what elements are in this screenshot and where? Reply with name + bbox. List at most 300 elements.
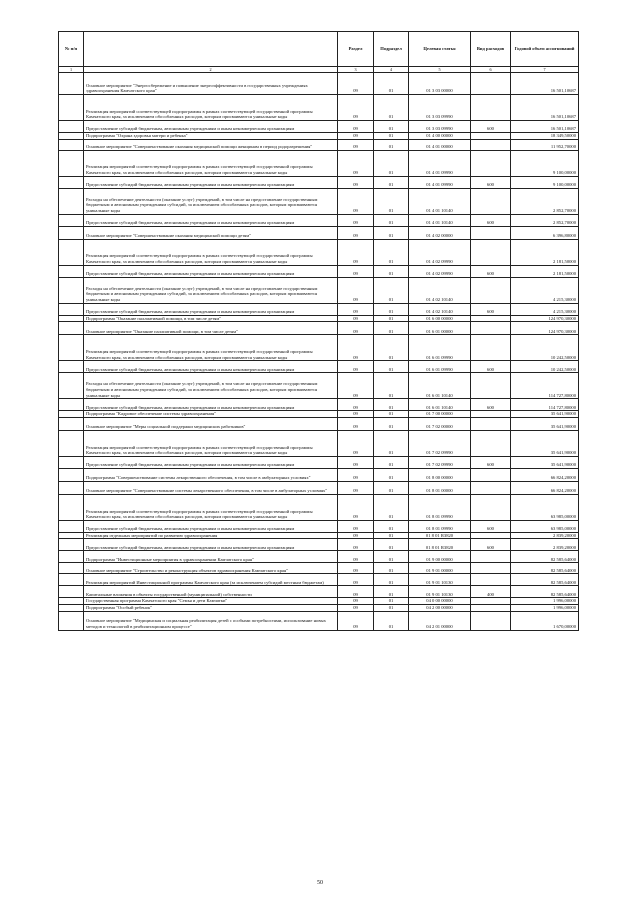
row-razdel-cell: 09 — [338, 481, 374, 494]
row-podrazdel-cell: 01 — [374, 95, 409, 121]
column-number: 3 — [338, 67, 374, 73]
row-target-article-cell: 01 8 00 00000 — [409, 468, 471, 481]
row-razdel-cell: 09 — [338, 188, 374, 214]
row-amount-cell: 35 641,90000 — [511, 430, 579, 456]
row-target-article-cell: 01 4 01 10140 — [409, 188, 471, 214]
row-podrazdel-cell: 01 — [374, 494, 409, 520]
row-name-cell: Основное мероприятие "Совершенствование системы лекарственного обеспечения, в том числе в амбулаторных условиях" — [84, 481, 338, 494]
row-amount-cell: 4 215,30000 — [511, 277, 579, 303]
row-razdel-cell: 09 — [338, 551, 374, 563]
row-target-article-cell: 01 6 01 10140 — [409, 399, 471, 411]
row-target-article-cell: 01 8 01 00000 — [409, 481, 471, 494]
row-podrazdel-cell: 01 — [374, 586, 409, 598]
row-razdel-cell: 09 — [338, 239, 374, 265]
row-number-cell — [59, 95, 84, 121]
row-number-cell — [59, 150, 84, 176]
header-number: № п/п — [59, 32, 84, 67]
row-expense-type-cell — [471, 322, 511, 335]
row-name-cell: Капитальные вложения в объекты государственной (муниципальной) собственности — [84, 586, 338, 598]
row-razdel-cell: 09 — [338, 335, 374, 361]
row-razdel-cell: 09 — [338, 539, 374, 551]
row-target-article-cell: 01 9 01 00000 — [409, 563, 471, 574]
row-number-cell — [59, 598, 84, 605]
row-number-cell — [59, 539, 84, 551]
row-expense-type-cell — [471, 574, 511, 586]
row-target-article-cell: 01 9 01 10130 — [409, 586, 471, 598]
row-razdel-cell: 09 — [338, 176, 374, 188]
row-razdel-cell: 09 — [338, 315, 374, 322]
row-expense-type-cell — [471, 373, 511, 399]
row-expense-type-cell — [471, 315, 511, 322]
row-amount-cell: 1 996,00000 — [511, 604, 579, 611]
row-name-cell: Предоставление субсидий бюджетным, автономным учреждениям и иным некоммерческим организациям — [84, 520, 338, 532]
row-number-cell — [59, 411, 84, 418]
row-razdel-cell: 09 — [338, 277, 374, 303]
row-podrazdel-cell: 01 — [374, 139, 409, 150]
row-number-cell — [59, 121, 84, 133]
row-number-cell — [59, 417, 84, 430]
row-amount-cell: 2 839,20000 — [511, 539, 579, 551]
row-target-article-cell: 01 6 01 10140 — [409, 373, 471, 399]
row-razdel-cell: 09 — [338, 574, 374, 586]
row-name-cell: Предоставление субсидий бюджетным, автономным учреждениям и иным некоммерческим организациям — [84, 361, 338, 373]
row-razdel-cell: 09 — [338, 604, 374, 611]
row-name-cell: Реализация мероприятий соответствующей подпрограммы в рамках соответствующей государственной программы Камчатского края, за исключением обособленных расходов, которым присваиваются уникальные коды — [84, 430, 338, 456]
row-podrazdel-cell: 01 — [374, 532, 409, 539]
row-target-article-cell: 01 4 02 10140 — [409, 277, 471, 303]
row-target-article-cell: 01 8 01 R3820 — [409, 539, 471, 551]
row-number-cell — [59, 133, 84, 140]
table-row — [59, 563, 579, 574]
header-target-article: Целевая статья — [409, 32, 471, 67]
row-podrazdel-cell: 01 — [374, 456, 409, 468]
row-number-cell — [59, 481, 84, 494]
column-number: 4 — [374, 67, 409, 73]
row-expense-type-cell — [471, 335, 511, 361]
row-name-cell: Государственная программа Камчатского края "Семья и дети Камчатки" — [84, 598, 338, 605]
table-body — [59, 73, 579, 631]
budget-table-sheet — [58, 31, 578, 631]
row-expense-type-cell — [471, 551, 511, 563]
table-row — [59, 133, 579, 140]
row-podrazdel-cell: 01 — [374, 520, 409, 532]
row-name-cell: Основное мероприятие "Медицинская и социальная реабилитация детей с особыми потребностями, использование новых методов и технологий в реабилитационном процессе" — [84, 611, 338, 630]
row-amount-cell: 10 242,50000 — [511, 335, 579, 361]
row-target-article-cell: 01 4 02 09990 — [409, 239, 471, 265]
row-razdel-cell: 09 — [338, 214, 374, 226]
table-row — [59, 417, 579, 430]
row-razdel-cell: 09 — [338, 139, 374, 150]
row-target-article-cell: 01 3 03 09990 — [409, 121, 471, 133]
row-target-article-cell: 01 7 00 00000 — [409, 411, 471, 418]
row-expense-type-cell — [471, 188, 511, 214]
row-amount-cell: 35 641,90000 — [511, 417, 579, 430]
row-number-cell — [59, 574, 84, 586]
table-row — [59, 604, 579, 611]
row-number-cell — [59, 468, 84, 481]
row-expense-type-cell: 600 — [471, 456, 511, 468]
row-number-cell — [59, 265, 84, 277]
budget-table — [58, 31, 579, 631]
table-row — [59, 95, 579, 121]
table-row — [59, 373, 579, 399]
row-razdel-cell: 09 — [338, 150, 374, 176]
column-number: 1 — [59, 67, 84, 73]
row-expense-type-cell: 600 — [471, 399, 511, 411]
row-amount-cell: 82 585,64000 — [511, 551, 579, 563]
table-row — [59, 539, 579, 551]
table-row — [59, 598, 579, 605]
row-razdel-cell: 09 — [338, 520, 374, 532]
table-row — [59, 315, 579, 322]
page-number: 50 — [317, 880, 323, 886]
table-row — [59, 481, 579, 494]
row-razdel-cell: 09 — [338, 417, 374, 430]
row-razdel-cell: 09 — [338, 95, 374, 121]
row-podrazdel-cell: 01 — [374, 430, 409, 456]
row-target-article-cell: 04 2 00 00000 — [409, 604, 471, 611]
column-number: 2 — [84, 67, 338, 73]
row-target-article-cell: 01 8 01 R3820 — [409, 532, 471, 539]
row-target-article-cell: 01 3 03 09990 — [409, 95, 471, 121]
row-number-cell — [59, 277, 84, 303]
row-target-article-cell: 01 4 00 00000 — [409, 133, 471, 140]
row-podrazdel-cell: 01 — [374, 551, 409, 563]
row-razdel-cell: 09 — [338, 303, 374, 315]
row-razdel-cell: 09 — [338, 563, 374, 574]
row-amount-cell: 2 839,20000 — [511, 532, 579, 539]
table-row — [59, 399, 579, 411]
row-name-cell: Основное мероприятие "Оказание паллиативной помощи, в том числе детям" — [84, 322, 338, 335]
row-amount-cell: 63 985,00000 — [511, 520, 579, 532]
row-expense-type-cell: 400 — [471, 586, 511, 598]
column-number: 5 — [409, 67, 471, 73]
row-expense-type-cell: 600 — [471, 121, 511, 133]
row-expense-type-cell — [471, 95, 511, 121]
table-row — [59, 121, 579, 133]
row-name-cell: Расходы на обеспечение деятельности (оказание услуг) учреждений, в том числе на предоставление государственным бюджетным и автономным учреждениям субсидий, за исключением обособленных расходов, которым присваиваются уникальные коды — [84, 277, 338, 303]
table-row — [59, 430, 579, 456]
row-amount-cell: 82 585,64000 — [511, 586, 579, 598]
row-expense-type-cell — [471, 239, 511, 265]
row-number-cell — [59, 335, 84, 361]
row-number-cell — [59, 139, 84, 150]
row-name-cell: Предоставление субсидий бюджетным, автономным учреждениям и иным некоммерческим организациям — [84, 121, 338, 133]
row-name-cell: Реализация мероприятий Инвестиционной программы Камчатского края (за исключением субсидий местным бюджетам) — [84, 574, 338, 586]
row-amount-cell: 11 952,70000 — [511, 139, 579, 150]
row-razdel-cell: 09 — [338, 456, 374, 468]
row-amount-cell: 114 727,80000 — [511, 399, 579, 411]
row-amount-cell: 35 641,90000 — [511, 456, 579, 468]
row-podrazdel-cell: 01 — [374, 214, 409, 226]
column-number: 7 — [511, 67, 579, 73]
row-expense-type-cell: 600 — [471, 361, 511, 373]
row-expense-type-cell — [471, 411, 511, 418]
row-target-article-cell: 01 8 01 09990 — [409, 494, 471, 520]
table-header-row — [59, 32, 579, 67]
table-row — [59, 176, 579, 188]
row-podrazdel-cell: 01 — [374, 563, 409, 574]
row-expense-type-cell — [471, 150, 511, 176]
table-row — [59, 468, 579, 481]
row-number-cell — [59, 532, 84, 539]
row-razdel-cell: 09 — [338, 226, 374, 239]
row-amount-cell: 1 996,00000 — [511, 598, 579, 605]
row-expense-type-cell — [471, 532, 511, 539]
row-target-article-cell: 04 0 00 00000 — [409, 598, 471, 605]
table-row — [59, 494, 579, 520]
row-podrazdel-cell: 01 — [374, 133, 409, 140]
row-podrazdel-cell: 01 — [374, 539, 409, 551]
row-podrazdel-cell: 01 — [374, 335, 409, 361]
table-row — [59, 226, 579, 239]
row-target-article-cell: 01 6 01 09990 — [409, 335, 471, 361]
row-target-article-cell: 01 4 02 10140 — [409, 303, 471, 315]
row-number-cell — [59, 303, 84, 315]
row-razdel-cell: 09 — [338, 133, 374, 140]
table-row — [59, 361, 579, 373]
row-number-cell — [59, 586, 84, 598]
header-podrazdel: Подраздел — [374, 32, 409, 67]
row-razdel-cell: 09 — [338, 411, 374, 418]
row-podrazdel-cell: 01 — [374, 604, 409, 611]
row-expense-type-cell — [471, 468, 511, 481]
row-expense-type-cell: 600 — [471, 176, 511, 188]
row-number-cell — [59, 239, 84, 265]
row-name-cell: Подпрограмма "Кадровое обеспечение системы здравоохранения" — [84, 411, 338, 418]
table-row — [59, 551, 579, 563]
row-expense-type-cell — [471, 417, 511, 430]
row-target-article-cell: 01 4 02 09990 — [409, 265, 471, 277]
row-number-cell — [59, 430, 84, 456]
row-razdel-cell: 09 — [338, 468, 374, 481]
table-row — [59, 611, 579, 630]
table-row — [59, 322, 579, 335]
row-target-article-cell: 01 3 03 00000 — [409, 73, 471, 95]
row-podrazdel-cell: 01 — [374, 598, 409, 605]
row-target-article-cell: 01 7 02 00000 — [409, 417, 471, 430]
row-podrazdel-cell: 01 — [374, 188, 409, 214]
row-expense-type-cell — [471, 598, 511, 605]
table-row — [59, 73, 579, 95]
table-row — [59, 335, 579, 361]
table-row — [59, 277, 579, 303]
row-expense-type-cell — [471, 133, 511, 140]
row-podrazdel-cell: 01 — [374, 176, 409, 188]
table-row — [59, 214, 579, 226]
row-number-cell — [59, 563, 84, 574]
row-name-cell: Подпрограмма "Особый ребенок" — [84, 604, 338, 611]
row-podrazdel-cell: 01 — [374, 411, 409, 418]
header-name — [84, 32, 338, 67]
row-podrazdel-cell: 01 — [374, 315, 409, 322]
row-amount-cell: 66 824,20000 — [511, 468, 579, 481]
row-name-cell: Основное мероприятие "Энергосбережение и повышение энергоэффективности в государственных учреждениях здравоохранения Камчатского края" — [84, 73, 338, 95]
row-podrazdel-cell: 01 — [374, 73, 409, 95]
row-target-article-cell: 01 7 02 09990 — [409, 456, 471, 468]
row-amount-cell: 9 100,00000 — [511, 176, 579, 188]
row-name-cell: Предоставление субсидий бюджетным, автономным учреждениям и иным некоммерческим организациям — [84, 176, 338, 188]
row-expense-type-cell — [471, 481, 511, 494]
row-target-article-cell: 01 4 01 00000 — [409, 139, 471, 150]
row-expense-type-cell: 600 — [471, 265, 511, 277]
row-amount-cell: 2 181,50000 — [511, 265, 579, 277]
table-row — [59, 411, 579, 418]
row-razdel-cell: 09 — [338, 73, 374, 95]
row-name-cell: Реализация мероприятий соответствующей подпрограммы в рамках соответствующей государственной программы Камчатского края, за исключением обособленных расходов, которым присваиваются уникальные коды — [84, 150, 338, 176]
table-row — [59, 532, 579, 539]
row-amount-cell: 63 985,00000 — [511, 494, 579, 520]
row-target-article-cell: 04 2 01 00000 — [409, 611, 471, 630]
table-row — [59, 586, 579, 598]
row-razdel-cell: 09 — [338, 532, 374, 539]
row-razdel-cell: 09 — [338, 598, 374, 605]
row-name-cell: Предоставление субсидий бюджетным, автономным учреждениям и иным некоммерческим организациям — [84, 399, 338, 411]
row-podrazdel-cell: 01 — [374, 239, 409, 265]
row-target-article-cell: 01 8 01 09990 — [409, 520, 471, 532]
row-podrazdel-cell: 01 — [374, 265, 409, 277]
row-number-cell — [59, 551, 84, 563]
row-amount-cell: 2 852,70000 — [511, 188, 579, 214]
row-podrazdel-cell: 01 — [374, 373, 409, 399]
row-number-cell — [59, 214, 84, 226]
row-razdel-cell: 09 — [338, 322, 374, 335]
row-amount-cell: 124 970,30000 — [511, 315, 579, 322]
row-number-cell — [59, 176, 84, 188]
row-name-cell: Реализация мероприятий соответствующей подпрограммы в рамках соответствующей государственной программы Камчатского края, за исключением обособленных расходов, которым присваиваются уникальные коды — [84, 239, 338, 265]
row-name-cell: Реализация мероприятий соответствующей подпрограммы в рамках соответствующей государственной программы Камчатского края, за исключением обособленных расходов, которым присваиваются уникальные коды — [84, 335, 338, 361]
row-name-cell: Предоставление субсидий бюджетным, автономным учреждениям и иным некоммерческим организациям — [84, 303, 338, 315]
row-number-cell — [59, 611, 84, 630]
row-name-cell: Реализация мероприятий соответствующей подпрограммы в рамках соответствующей государственной программы Камчатского края, за исключением обособленных расходов, которым присваиваются уникальные коды — [84, 95, 338, 121]
row-name-cell: Расходы на обеспечение деятельности (оказание услуг) учреждений, в том числе на предоставление государственным бюджетным и автономным учреждениям субсидий, за исключением обособленных расходов, которым присваиваются уникальные коды — [84, 373, 338, 399]
row-name-cell: Расходы на обеспечение деятельности (оказание услуг) учреждений, в том числе на предоставление государственным бюджетным и автономным учреждениям субсидий, за исключением обособленных расходов, которым присваиваются уникальные коды — [84, 188, 338, 214]
row-amount-cell: 124 970,30000 — [511, 322, 579, 335]
row-expense-type-cell — [471, 430, 511, 456]
row-expense-type-cell — [471, 226, 511, 239]
row-razdel-cell: 09 — [338, 265, 374, 277]
row-amount-cell: 4 215,30000 — [511, 303, 579, 315]
row-target-article-cell: 01 6 00 00000 — [409, 315, 471, 322]
row-podrazdel-cell: 01 — [374, 468, 409, 481]
row-name-cell: Подпрограмма "Совершенствование системы лекарственного обеспечения, в том числе в амбулаторных условиях" — [84, 468, 338, 481]
row-name-cell: Реализация отдельных мероприятий по развитию здравоохранения — [84, 532, 338, 539]
row-name-cell: Основное мероприятие "Меры социальной поддержки медицинских работников" — [84, 417, 338, 430]
row-target-article-cell: 01 9 00 00000 — [409, 551, 471, 563]
table-row — [59, 574, 579, 586]
row-expense-type-cell — [471, 563, 511, 574]
row-name-cell: Подпрограмма "Инвестиционные мероприятия в здравоохранении Камчатского края" — [84, 551, 338, 563]
table-row — [59, 303, 579, 315]
row-name-cell: Предоставление субсидий бюджетным, автономным учреждениям и иным некоммерческим организациям — [84, 214, 338, 226]
row-number-cell — [59, 399, 84, 411]
row-number-cell — [59, 373, 84, 399]
row-expense-type-cell: 600 — [471, 539, 511, 551]
row-expense-type-cell — [471, 494, 511, 520]
table-row — [59, 520, 579, 532]
row-target-article-cell: 01 6 01 09990 — [409, 361, 471, 373]
row-target-article-cell: 01 4 01 09990 — [409, 176, 471, 188]
row-number-cell — [59, 315, 84, 322]
table-row — [59, 188, 579, 214]
row-expense-type-cell: 600 — [471, 303, 511, 315]
row-podrazdel-cell: 01 — [374, 417, 409, 430]
row-podrazdel-cell: 01 — [374, 121, 409, 133]
row-amount-cell: 16 501,10687 — [511, 73, 579, 95]
row-amount-cell: 35 641,90000 — [511, 411, 579, 418]
row-razdel-cell: 09 — [338, 494, 374, 520]
table-row — [59, 139, 579, 150]
row-podrazdel-cell: 01 — [374, 361, 409, 373]
row-razdel-cell: 09 — [338, 373, 374, 399]
row-amount-cell: 114 727,80000 — [511, 373, 579, 399]
row-amount-cell: 9 100,00000 — [511, 150, 579, 176]
row-podrazdel-cell: 01 — [374, 481, 409, 494]
row-target-article-cell: 01 7 02 09990 — [409, 430, 471, 456]
row-amount-cell: 10 242,50000 — [511, 361, 579, 373]
row-razdel-cell: 09 — [338, 399, 374, 411]
row-amount-cell: 16 501,10687 — [511, 121, 579, 133]
table-row — [59, 239, 579, 265]
row-number-cell — [59, 604, 84, 611]
row-podrazdel-cell: 01 — [374, 277, 409, 303]
row-expense-type-cell — [471, 73, 511, 95]
row-amount-cell: 6 396,80000 — [511, 226, 579, 239]
row-expense-type-cell — [471, 277, 511, 303]
header-razdel: Раздел — [338, 32, 374, 67]
row-podrazdel-cell: 01 — [374, 303, 409, 315]
row-name-cell: Основное мероприятие "Совершенствование оказания медицинской помощи женщинам в период родоразрешения" — [84, 139, 338, 150]
row-amount-cell: 18 349,50000 — [511, 133, 579, 140]
row-podrazdel-cell: 01 — [374, 574, 409, 586]
row-amount-cell: 82 585,64000 — [511, 563, 579, 574]
row-amount-cell: 2 181,50000 — [511, 239, 579, 265]
row-razdel-cell: 09 — [338, 121, 374, 133]
column-number: 6 — [471, 67, 511, 73]
row-amount-cell: 1 670,00000 — [511, 611, 579, 630]
row-podrazdel-cell: 01 — [374, 226, 409, 239]
row-number-cell — [59, 188, 84, 214]
row-podrazdel-cell: 01 — [374, 399, 409, 411]
row-razdel-cell: 09 — [338, 361, 374, 373]
row-target-article-cell: 01 4 01 09990 — [409, 150, 471, 176]
row-podrazdel-cell: 01 — [374, 611, 409, 630]
table-row — [59, 265, 579, 277]
row-name-cell: Предоставление субсидий бюджетным, автономным учреждениям и иным некоммерческим организациям — [84, 539, 338, 551]
row-amount-cell: 82 585,64000 — [511, 574, 579, 586]
row-number-cell — [59, 226, 84, 239]
row-name-cell: Подпрограмма "Оказание паллиативной помощи, в том числе детям" — [84, 315, 338, 322]
row-number-cell — [59, 494, 84, 520]
row-razdel-cell: 09 — [338, 430, 374, 456]
row-amount-cell: 66 824,20000 — [511, 481, 579, 494]
row-name-cell: Подпрограмма "Охрана здоровья матери и ребенка" — [84, 133, 338, 140]
row-expense-type-cell: 600 — [471, 214, 511, 226]
row-name-cell: Основное мероприятие "Совершенствование оказания медицинской помощи детям" — [84, 226, 338, 239]
row-number-cell — [59, 73, 84, 95]
row-number-cell — [59, 520, 84, 532]
row-number-cell — [59, 456, 84, 468]
row-target-article-cell: 01 4 02 00000 — [409, 226, 471, 239]
row-name-cell: Предоставление субсидий бюджетным, автономным учреждениям и иным некоммерческим организациям — [84, 265, 338, 277]
row-amount-cell: 2 852,70000 — [511, 214, 579, 226]
row-podrazdel-cell: 01 — [374, 150, 409, 176]
row-target-article-cell: 01 4 01 10140 — [409, 214, 471, 226]
row-expense-type-cell — [471, 611, 511, 630]
row-name-cell: Основное мероприятие "Строительство и реконструкция объектов здравоохранения Камчатского края" — [84, 563, 338, 574]
table-row — [59, 150, 579, 176]
row-target-article-cell: 01 9 01 10130 — [409, 574, 471, 586]
